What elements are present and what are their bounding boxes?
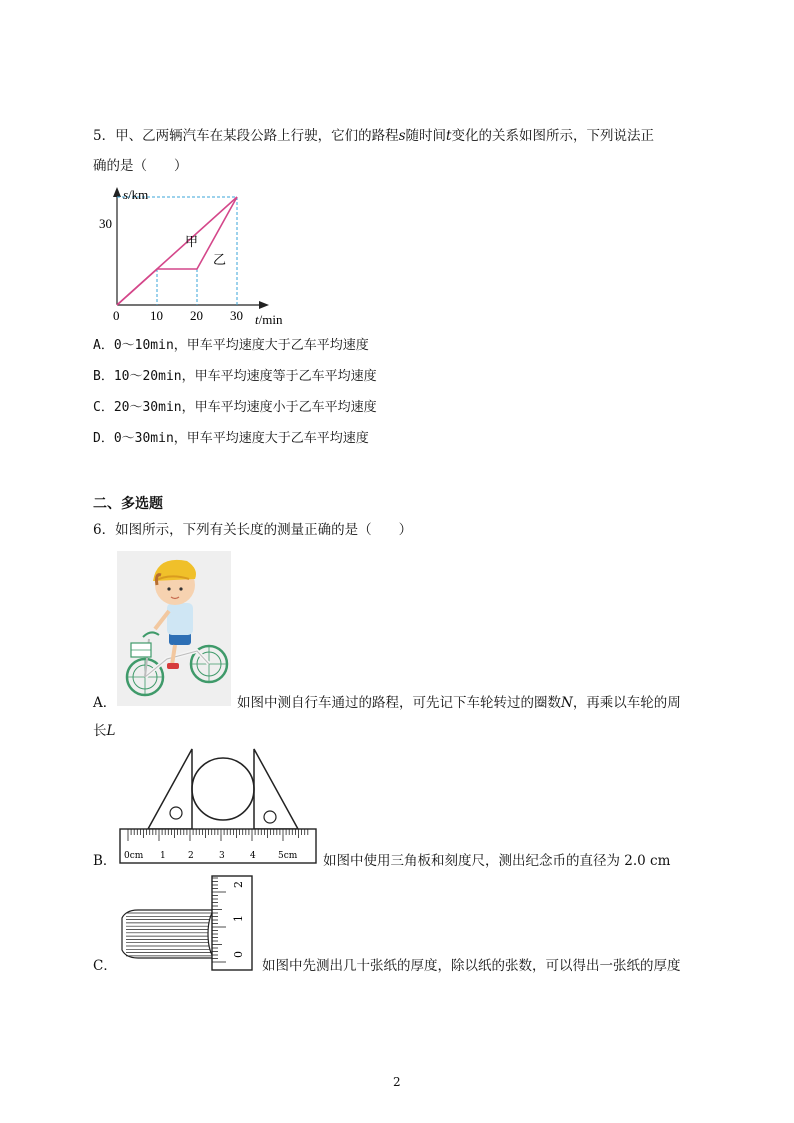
section-title: 二、多选题 bbox=[93, 496, 163, 512]
series-yi-line bbox=[117, 197, 237, 305]
ruler-b-label-3: 3 bbox=[219, 851, 225, 861]
paper-stack bbox=[122, 910, 214, 958]
q6-stem: 6．如图所示，下列有关长度的测量正确的是（ ） bbox=[93, 522, 413, 538]
q6-option-a-line2: 长L bbox=[93, 723, 116, 739]
y-tick-30: 30 bbox=[99, 216, 112, 231]
y-axis-arrow bbox=[113, 187, 121, 197]
bicycle-boy-illustration bbox=[117, 551, 231, 706]
x-axis-label: t/min bbox=[255, 312, 283, 327]
q6-option-a-label: A． bbox=[93, 695, 117, 711]
q5-option-c: C．20～30min，甲车平均速度小于乙车平均速度 bbox=[93, 400, 377, 415]
x-axis-arrow bbox=[259, 301, 269, 309]
paper-thickness-figure bbox=[118, 872, 258, 972]
q6-option-b-label: B． bbox=[93, 853, 117, 869]
left-set-square bbox=[148, 749, 192, 829]
q5-stem-line1: 5．甲、乙两辆汽车在某段公路上行驶，它们的路程s随时间t变化的关系如图所示，下列说法正 bbox=[93, 128, 654, 144]
q5-option-d: D．0～30min，甲车平均速度大于乙车平均速度 bbox=[93, 431, 369, 446]
series-yi-label: 乙 bbox=[213, 253, 227, 268]
ruler-b-label-4: 4 bbox=[250, 851, 256, 861]
distance-time-chart bbox=[93, 183, 283, 328]
ruler-b-label-1: 1 bbox=[160, 851, 166, 861]
ruler-c-label-2: 2 bbox=[232, 881, 245, 888]
q6-option-a-text: 如图中测自行车通过的路程，可先记下车轮转过的圈数N，再乘以车轮的周 bbox=[237, 695, 681, 711]
x-tick-10: 10 bbox=[150, 308, 163, 323]
y-axis-label: s/km bbox=[123, 187, 149, 202]
q5-option-b: B．10～20min，甲车平均速度等于乙车平均速度 bbox=[93, 369, 377, 384]
x-tick-20: 20 bbox=[190, 308, 203, 323]
coin bbox=[192, 758, 254, 820]
q6-option-c-text: 如图中先测出几十张纸的厚度，除以纸的张数，可以得出一张纸的厚度 bbox=[262, 958, 681, 974]
ruler-c-label-0: 0 bbox=[232, 951, 245, 958]
series-jia-label: 甲 bbox=[185, 235, 199, 250]
q6-option-c-label: C． bbox=[93, 958, 117, 974]
coin-diameter-figure bbox=[118, 745, 318, 865]
bicycle-boy-image bbox=[117, 551, 231, 706]
ruler-b-label-2: 2 bbox=[188, 851, 194, 861]
page-number: 2 bbox=[393, 1075, 401, 1089]
q6-option-b-text: 如图中使用三角板和刻度尺，测出纪念币的直径为 2.0 cm bbox=[323, 853, 671, 869]
x-tick-30: 30 bbox=[230, 308, 243, 323]
q5-stem-line2: 确的是（ ） bbox=[93, 158, 188, 174]
ruler-c-label-1: 1 bbox=[232, 915, 245, 922]
q5-option-a: A．0～10min，甲车平均速度大于乙车平均速度 bbox=[93, 338, 369, 353]
ruler-b-label-0: 0cm bbox=[124, 851, 144, 861]
origin-label: 0 bbox=[113, 308, 120, 323]
ruler-b-label-5: 5cm bbox=[278, 851, 298, 861]
